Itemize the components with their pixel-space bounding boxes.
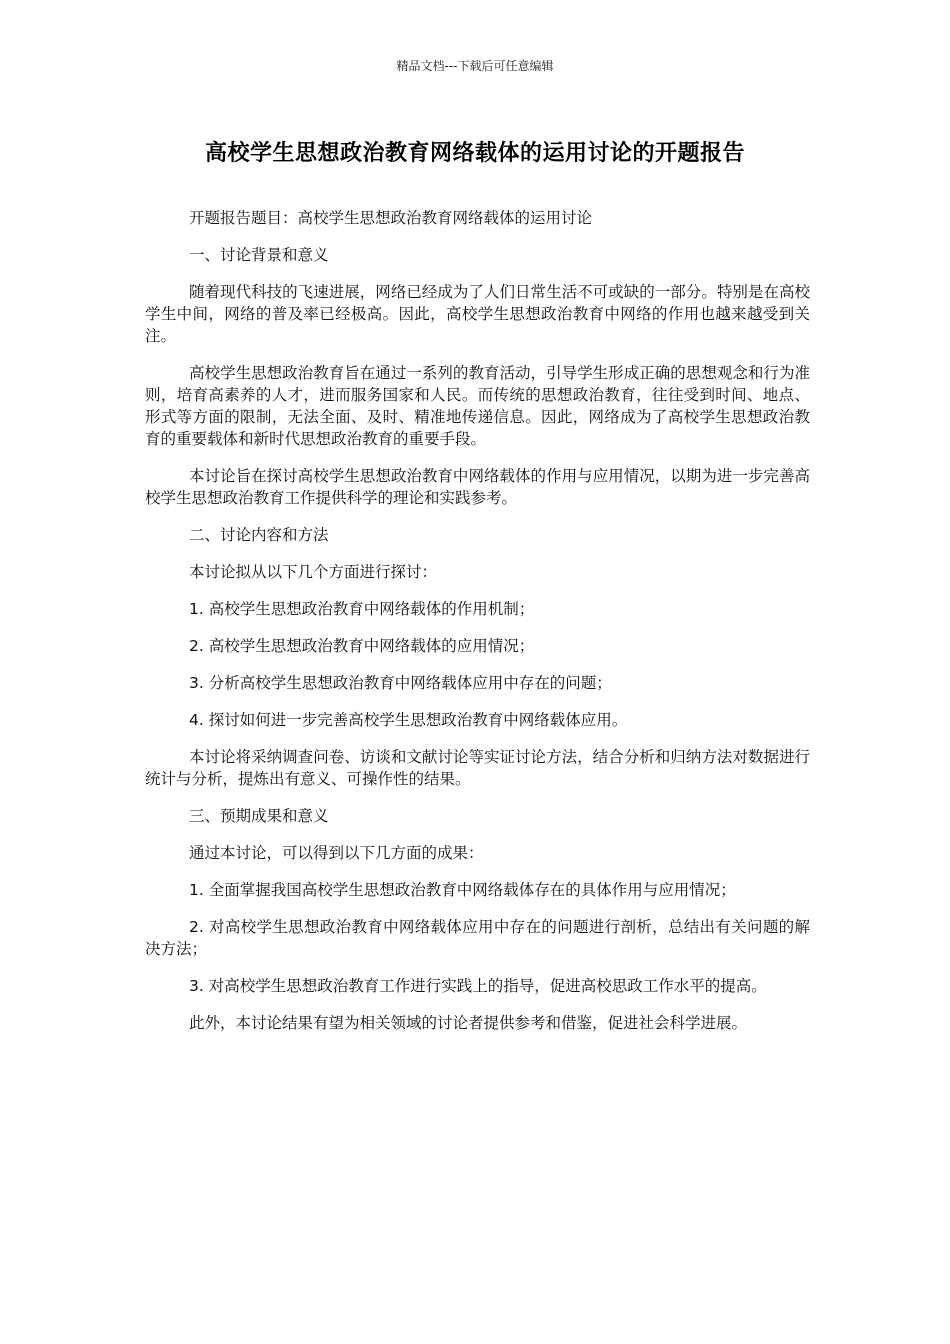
list-item: 2. 对高校学生思想政治教育中网络载体应用中存在的问题进行剖析，总结出有关问题的解决方法； bbox=[145, 918, 810, 958]
body-paragraph: 随着现代科技的飞速进展，网络已经成为了人们日常生活不可或缺的一部分。特别是在高校学生中间，网络的普及率已经极高。因此，高校学生思想政治教育中网络的作用也越来越受到关注。 bbox=[145, 283, 810, 345]
section-heading-outcomes: 三、预期成果和意义 bbox=[189, 807, 329, 825]
body-paragraph: 本讨论将采纳调查问卷、访谈和文献讨论等实证讨论方法，结合分析和归纳方法对数据进行统计与分析，提炼出有意义、可操作性的结果。 bbox=[145, 748, 810, 788]
list-item: 2. 高校学生思想政治教育中网络载体的应用情况； bbox=[189, 637, 535, 655]
list-item: 1. 高校学生思想政治教育中网络载体的作用机制； bbox=[189, 600, 535, 618]
body-paragraph: 高校学生思想政治教育旨在通过一系列的教育活动，引导学生形成正确的思想观念和行为准则，培育高素养的人才，进而服务国家和人民。而传统的思想政治教育，往往受到时间、地点、形式等方面的限制，无法全面、及时、精准地传递信息。因此，网络成为了高校学生思想政治教育的重要载体和新时代思想政治教育的重要手段。 bbox=[145, 364, 810, 448]
list-item: 4. 探讨如何进一步完善高校学生思想政治教育中网络载体应用。 bbox=[189, 711, 628, 729]
document-body bbox=[145, 207, 810, 1049]
body-paragraph: 此外，本讨论结果有望为相关领域的讨论者提供参考和借鉴，促进社会科学进展。 bbox=[189, 1014, 748, 1032]
page-header: 精品文档---下载后可任意编辑 bbox=[396, 59, 554, 73]
section-heading-background: 一、讨论背景和意义 bbox=[189, 246, 329, 264]
list-item: 1. 全面掌握我国高校学生思想政治教育中网络载体存在的具体作用与应用情况； bbox=[189, 881, 736, 899]
body-paragraph: 本讨论旨在探讨高校学生思想政治教育中网络载体的作用与应用情况，以期为进一步完善高校学生思想政治教育工作提供科学的理论和实践参考。 bbox=[145, 467, 810, 507]
list-item: 3. 分析高校学生思想政治教育中网络载体应用中存在的问题； bbox=[189, 674, 612, 692]
document-title: 高校学生思想政治教育网络载体的运用讨论的开题报告 bbox=[204, 141, 745, 166]
body-paragraph: 通过本讨论，可以得到以下几方面的成果： bbox=[189, 844, 484, 862]
report-topic: 开题报告题目：高校学生思想政治教育网络载体的运用讨论 bbox=[189, 209, 593, 227]
body-paragraph: 本讨论拟从以下几个方面进行探讨： bbox=[189, 563, 438, 581]
list-item: 3. 对高校学生思想政治教育工作进行实践上的指导，促进高校思政工作水平的提高。 bbox=[189, 977, 767, 995]
section-heading-content-method: 二、讨论内容和方法 bbox=[189, 526, 329, 544]
